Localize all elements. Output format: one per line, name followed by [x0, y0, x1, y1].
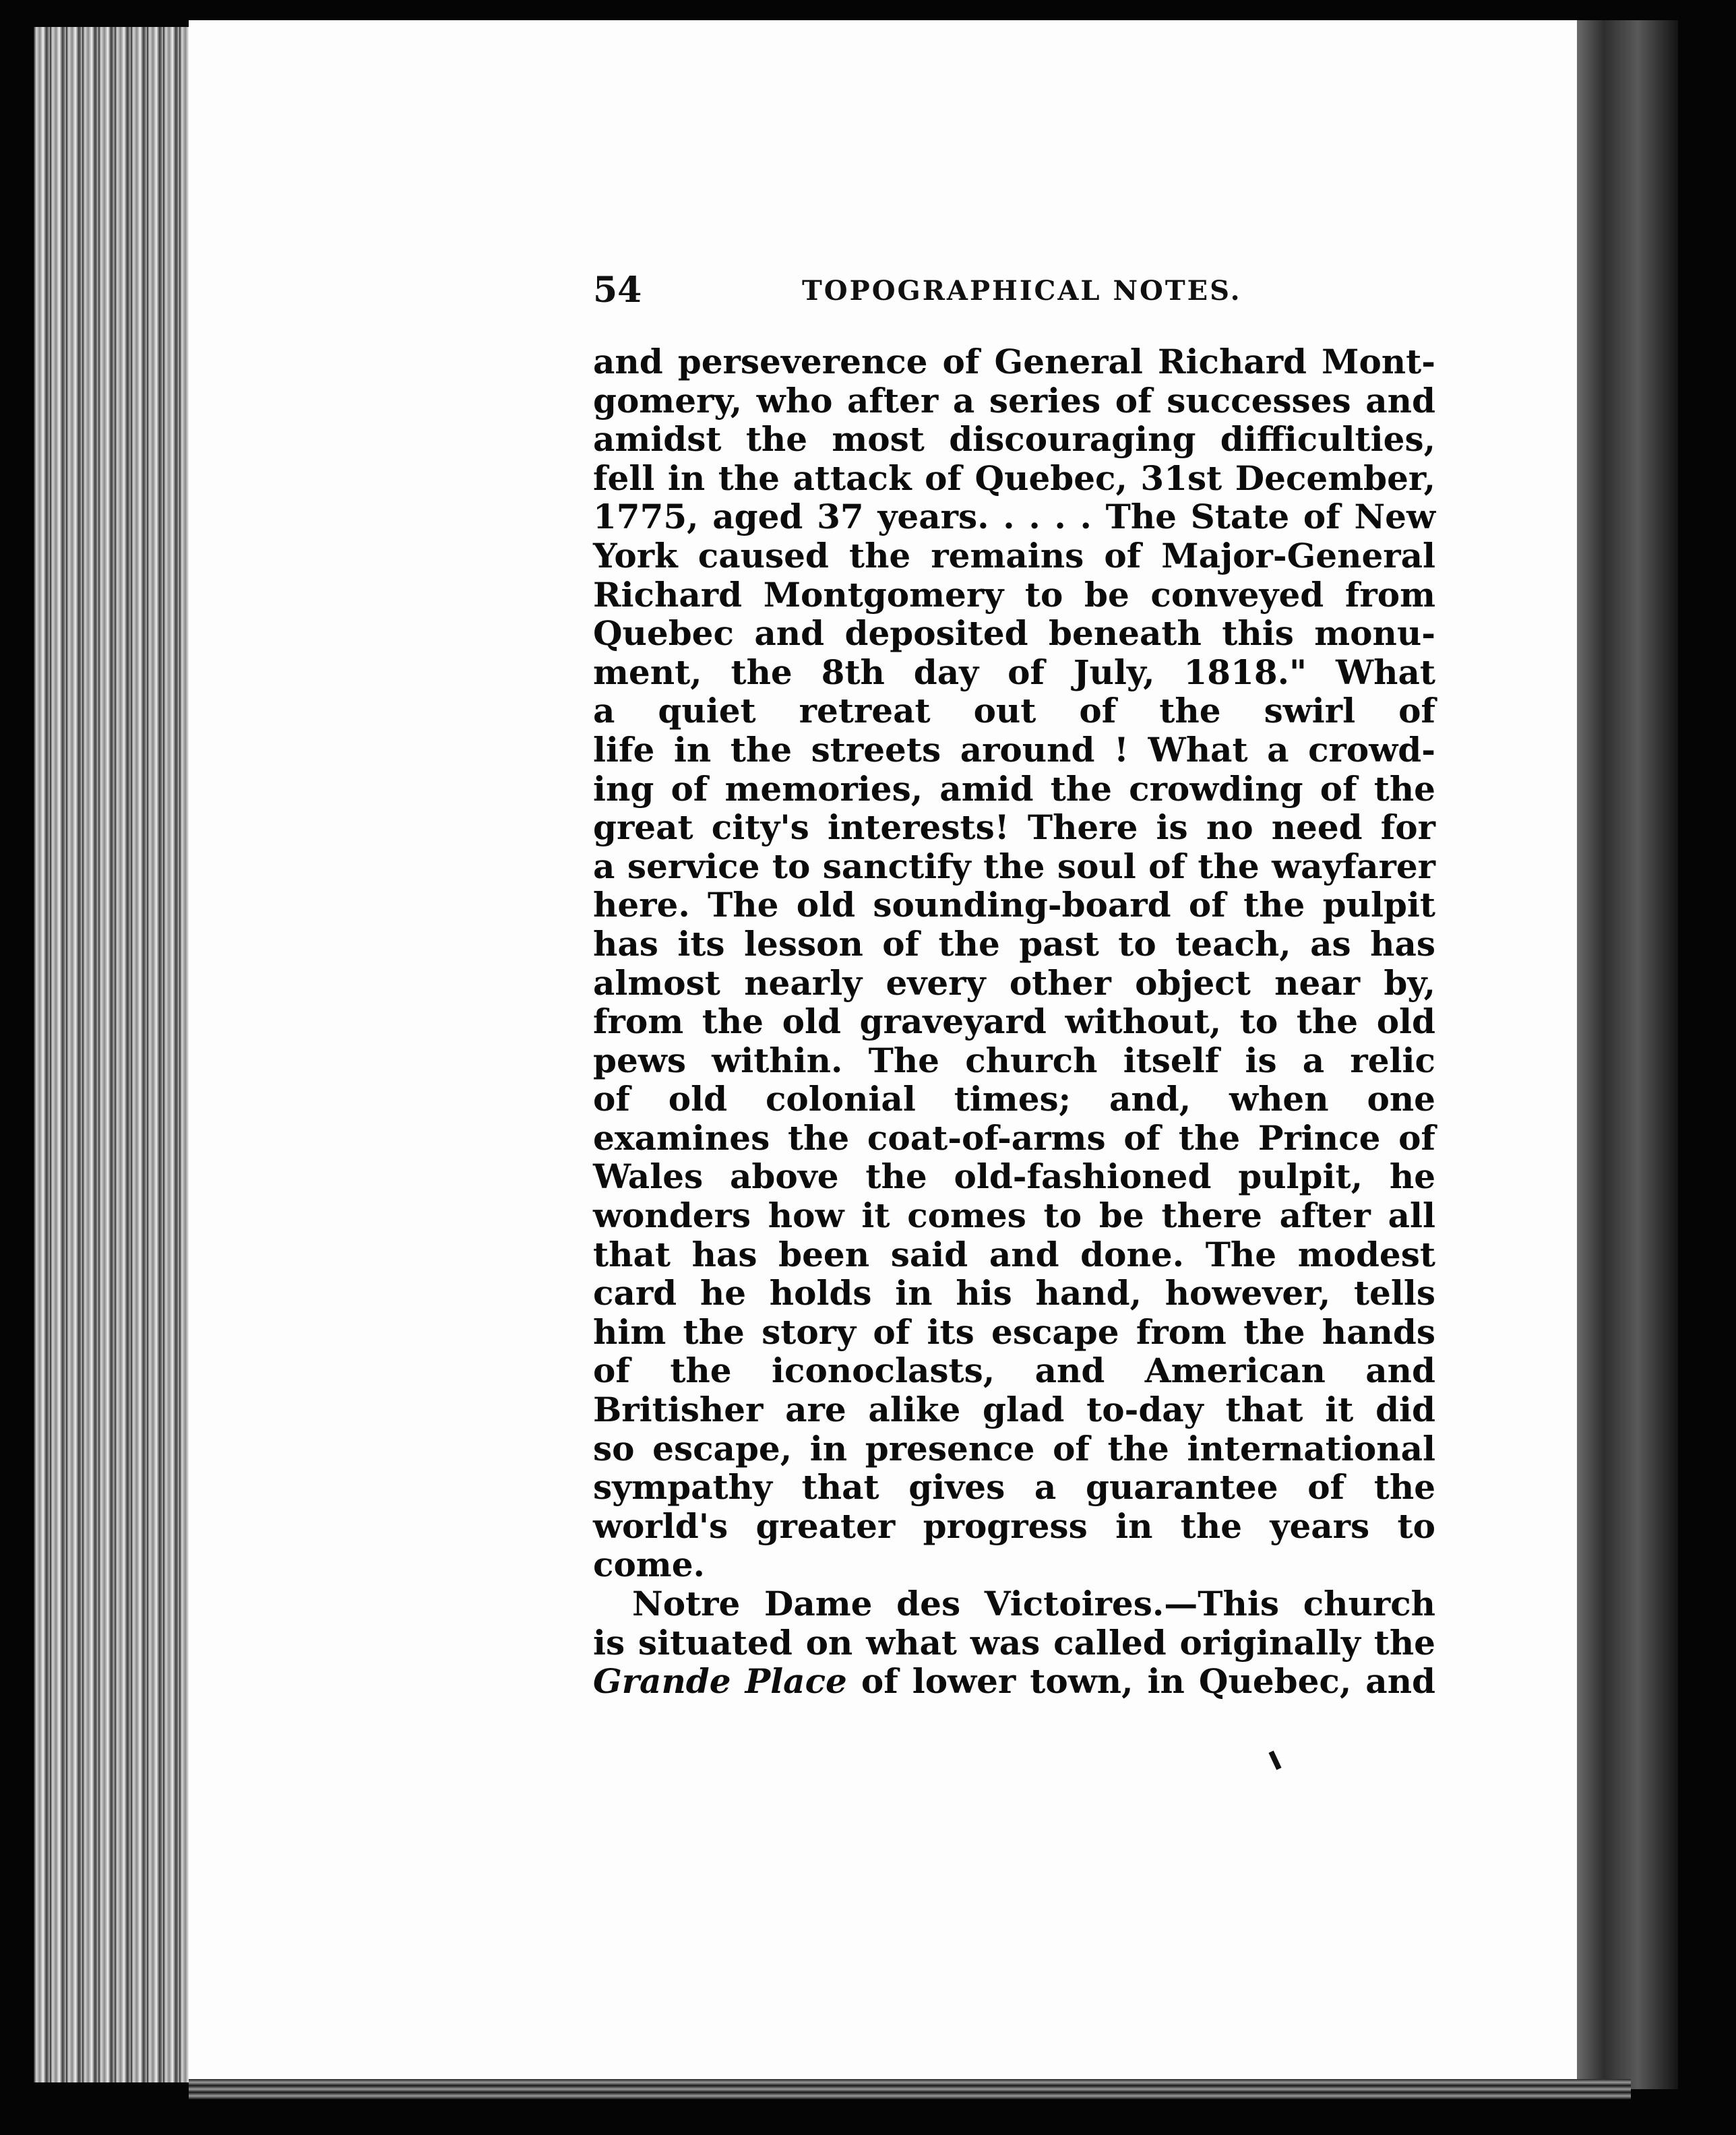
text-line: life in the streets around ! What a crowd-	[593, 729, 1435, 770]
text-line: is situated on what was called originally the	[593, 1622, 1435, 1663]
text-line: wonders how it comes to be there after all	[593, 1196, 1435, 1236]
running-head	[593, 270, 1267, 317]
text-line: a service to sanctify the soul of the wayfarer	[593, 846, 1435, 886]
italic-place-name: Grande Place	[593, 1661, 847, 1702]
binding-shadow-right	[1577, 20, 1678, 2089]
text-line: and perseverence of General Richard Mont-	[593, 342, 1435, 381]
section-heading: Notre Dame des Victoires.	[632, 1584, 1165, 1623]
running-title: TOPOGRAPHICAL NOTES.	[802, 275, 1242, 307]
text-line: card he holds in his hand, however, tells	[593, 1273, 1435, 1313]
text-line: come.	[593, 1545, 705, 1585]
text-line: Richard Montgomery to be conveyed from	[593, 574, 1435, 615]
text-line: Britisher are alike glad to-day that it did	[593, 1390, 1435, 1430]
text-line: that has been said and done. The modest	[593, 1234, 1435, 1274]
text-line: of the iconoclasts, and American and	[593, 1351, 1435, 1391]
text-line: a quiet retreat out of the swirl of	[593, 691, 1435, 731]
text-line: ment, the 8th day of July, 1818." What	[593, 652, 1435, 692]
text-line: of old colonial times; and, when one	[593, 1079, 1435, 1119]
text-line: examines the coat-of-arms of the Prince of	[593, 1117, 1435, 1158]
page-edges-left	[34, 27, 195, 2082]
text-line: him the story of its escape from the hands	[593, 1311, 1435, 1352]
text-line: sympathy that gives a guarantee of the	[593, 1467, 1435, 1508]
section-line-rest: —This church	[1164, 1584, 1435, 1623]
text-line: Wales above the old-fashioned pulpit, he	[593, 1156, 1435, 1197]
section-first-line	[593, 1584, 1435, 1623]
page-number: 54	[593, 270, 642, 311]
text-line: York caused the remains of Major-General	[593, 535, 1435, 576]
page-edges-bottom	[189, 2079, 1631, 2099]
text-line: almost nearly every other object near by,	[593, 962, 1435, 1003]
text-line: so escape, in presence of the international	[593, 1428, 1435, 1468]
text-line: amidst the most discouraging difficulties,	[593, 419, 1435, 460]
text-line: has its lesson of the past to teach, as has	[593, 923, 1435, 964]
section-line-rest: of lower town, in Quebec, and	[846, 1661, 1436, 1702]
text-line: here. The old sounding-board of the pulpit	[593, 885, 1435, 925]
body-text	[593, 342, 1435, 1701]
text-line: world's greater progress in the years to	[593, 1506, 1435, 1546]
text-line: pews within. The church itself is a relic	[593, 1040, 1435, 1080]
text-line: 1775, aged 37 years. . . . . The State of New	[593, 497, 1435, 537]
text-line: gomery, who after a series of successes and	[593, 380, 1435, 421]
text-line: Quebec and deposited beneath this monu-	[593, 613, 1435, 654]
text-line: fell in the attack of Quebec, 31st December,	[593, 458, 1435, 498]
section-third-line	[593, 1662, 1435, 1701]
text-line: ing of memories, amid the crowding of the	[593, 768, 1435, 809]
text-line: great city's interests! There is no need for	[593, 807, 1435, 848]
text-line: from the old graveyard without, to the old	[593, 1001, 1435, 1042]
